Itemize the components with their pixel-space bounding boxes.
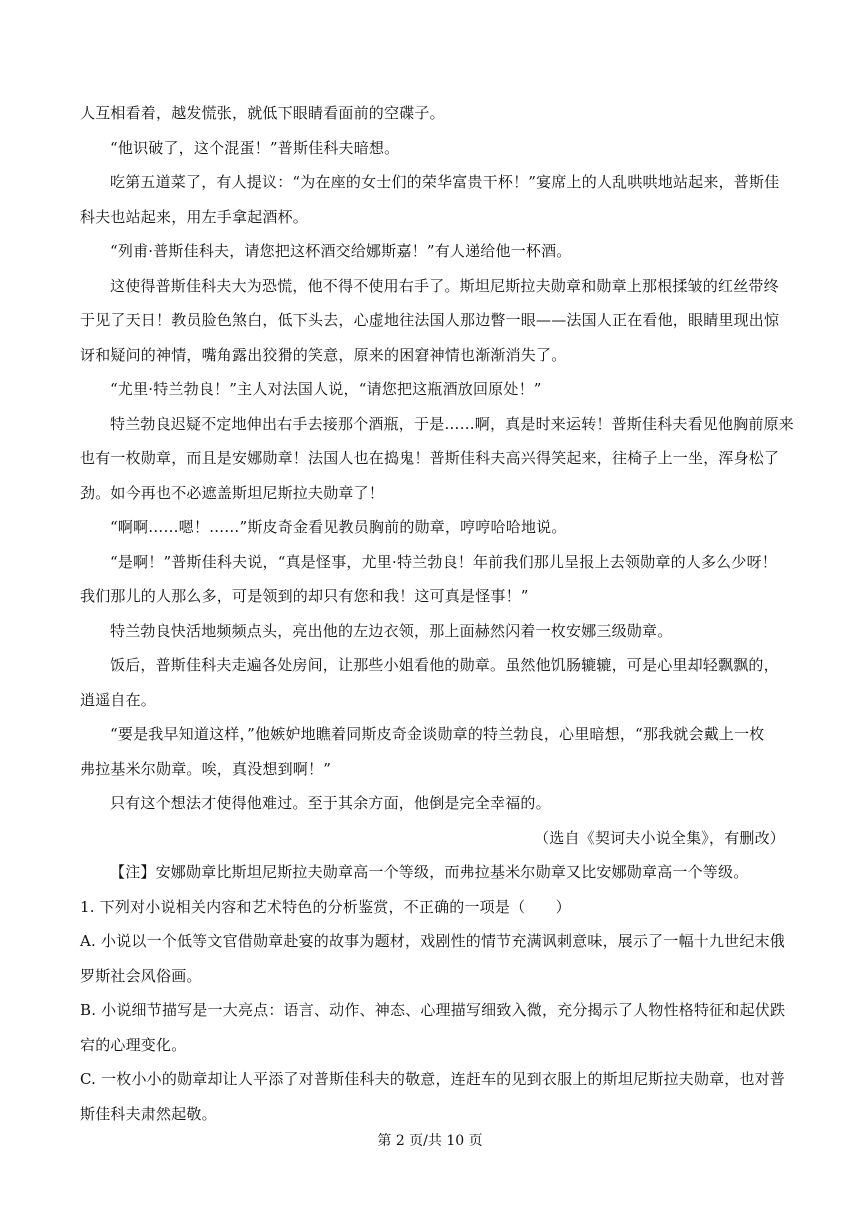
text-line: 吃第五道菜了，有人提议：“为在座的女士们的荣华富贵干杯！”宴席上的人乱哄哄地站起来，普斯佳 xyxy=(110,173,780,191)
text-line: 特兰勃良迟疑不定地伸出右手去接那个酒瓶，于是……啊，真是时来运转！普斯佳科夫看见他胸前原来 xyxy=(110,414,795,433)
text-line: “他识破了，这个混蛋！”普斯佳科夫暗想。 xyxy=(110,138,400,157)
text-line: “是啊！”普斯佳科夫说，“真是怪事，尤里·特兰勃良！年前我们那儿呈报上去领勋章的人多么少呀！ xyxy=(110,552,777,571)
text-line: 罗斯社会风俗画。 xyxy=(80,966,202,985)
text-line: 科夫也站起来，用左手拿起酒杯。 xyxy=(80,207,309,226)
text-line: 这使得普斯佳科夫大为恐慌，他不得不使用右手了。斯坦尼斯拉夫勋章和勋章上那根揉皱的红丝带终 xyxy=(110,276,779,295)
text-line: 1. 下列对小说相关内容和艺术特色的分析鉴赏，不正确的一项是（ ） xyxy=(80,897,571,916)
text-line: 我们那儿的人那么多，可是领到的却只有您和我！这可真是怪事！” xyxy=(80,587,529,605)
text-line: “要是我早知道这样，”他嫉妒地瞧着同斯皮奇金谈勋章的特兰勃良，心里暗想，“那我就会戴上一枚 xyxy=(110,725,765,743)
text-line: C. 一枚小小的勋章却让人平添了对普斯佳科夫的敬意，连赶车的见到衣服上的斯坦尼斯拉夫勋章，也对普 xyxy=(80,1070,786,1088)
text-line: “啊啊……嗯！……”斯皮奇金看见教员胸前的勋章，哼哼哈哈地说。 xyxy=(110,518,567,536)
text-line: “列甫·普斯佳科夫，请您把这杯酒交给娜斯嘉！”有人递给他一杯酒。 xyxy=(110,242,572,260)
page-footer: 第 2 页/共 10 页 xyxy=(377,1133,483,1149)
text-line: 饭后，普斯佳科夫走遍各处房间，让那些小姐看他的勋章。虽然他饥肠辘辘，可是心里却轻飘飘的， xyxy=(110,656,779,674)
text-line: “尤里·特兰勃良！”主人对法国人说，“请您把这瓶酒放回原处！” xyxy=(110,380,542,398)
text-line: 讶和疑问的神情，嘴角露出狡猾的笑意，原来的困窘神情也渐渐消失了。 xyxy=(80,345,567,364)
text-line: 【注】安娜勋章比斯坦尼斯拉夫勋章高一个等级，而弗拉基米尔勋章又比安娜勋章高一个等级。 xyxy=(110,863,749,881)
text-line: 斯佳科夫肃然起敬。 xyxy=(80,1104,217,1123)
text-line: A. 小说以一个低等文官借勋章赴宴的故事为题材，戏剧性的情节充满讽刺意味，展示了一幅十九世纪末俄 xyxy=(80,932,785,950)
text-line: 弗拉基米尔勋章。唉，真没想到啊！” xyxy=(80,759,332,778)
text-line: （选自《契诃夫小说全集》，有删改） xyxy=(534,828,785,847)
text-line: 人互相看着，越发慌张，就低下眼睛看面前的空碟子。 xyxy=(80,104,445,122)
text-line: 劲。如今再也不必遮盖斯坦尼斯拉夫勋章了！ xyxy=(80,483,385,502)
document-body xyxy=(80,96,795,1131)
text-line: B. 小说细节描写是一大亮点：语言、动作、神态、心理描写细致入微，充分揭示了人物性格特征和起伏跌 xyxy=(80,1001,786,1019)
text-line: 只有这个想法才使得他难过。至于其余方面，他倒是完全幸福的。 xyxy=(110,794,551,812)
text-line: 宕的心理变化。 xyxy=(80,1035,187,1054)
text-line: 也有一枚勋章，而且是安娜勋章！法国人也在捣鬼！普斯佳科夫高兴得笑起来，往椅子上一坐，浑身松了 xyxy=(80,449,780,467)
text-line: 逍遥自在。 xyxy=(80,690,157,709)
text-line: 于见了天日！教员脸色煞白，低下头去，心虚地往法国人那边瞥一眼——法国人正在看他，眼睛里现出惊 xyxy=(80,311,780,329)
text-line: 特兰勃良快活地频频点头，亮出他的左边衣领，那上面赫然闪着一枚安娜三级勋章。 xyxy=(110,621,673,640)
